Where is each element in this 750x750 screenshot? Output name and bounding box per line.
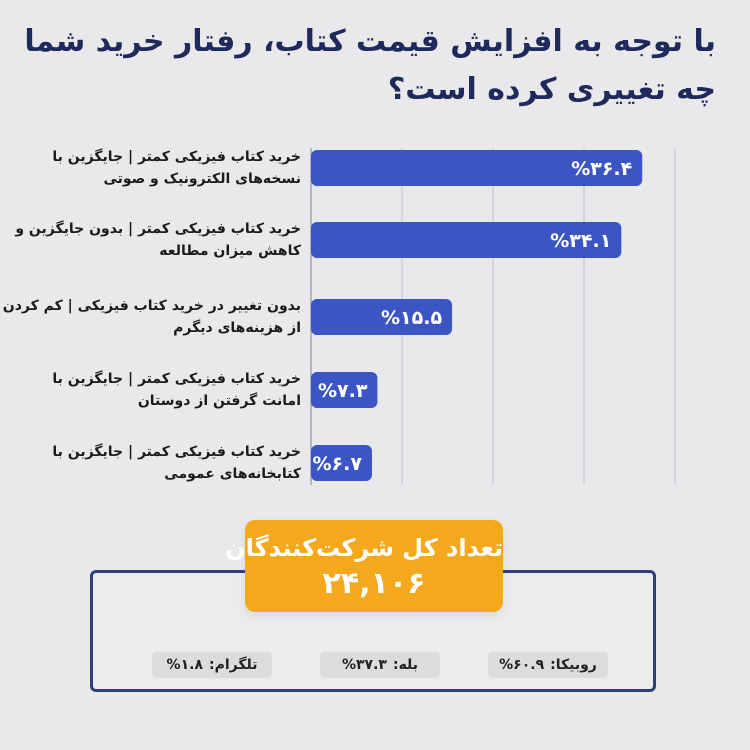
platform-value: %۱.۸ <box>166 657 203 673</box>
platform-name: بله: <box>392 657 419 673</box>
category-label-line: کاهش میزان مطالعه <box>159 243 301 259</box>
bar-value-label: %۶.۷ <box>312 453 362 475</box>
total-participants-value: ۲۴,۱۰۶ <box>322 566 426 601</box>
total-participants-label: تعداد کل شرکت‌کنندگان <box>225 534 503 562</box>
category-label-line: خرید کتاب فیزیکی کمتر | جایگزین با <box>52 371 301 387</box>
platform-pill-bale <box>320 652 440 678</box>
platform-value: %۳۷.۳ <box>341 657 387 673</box>
category-label-line: از هزینه‌های دیگرم <box>173 320 301 336</box>
category-label <box>15 218 301 262</box>
category-label <box>51 441 301 485</box>
category-label-line: کتابخانه‌های عمومی <box>164 466 301 482</box>
title-line-1: با توجه به افزایش قیمت کتاب، رفتار خرید شما <box>24 24 716 59</box>
category-label-line: خرید کتاب فیزیکی کمتر | جایگزین با <box>52 444 301 460</box>
platform-name: روبیکا: <box>550 657 597 673</box>
category-label-line: خرید کتاب فیزیکی کمتر | بدون جایگزین و <box>15 221 301 237</box>
platform-pill-rubika <box>488 652 608 678</box>
bar-value-label: %۳۶.۴ <box>571 158 633 180</box>
category-label-line: امانت گرفتن از دوستان <box>137 393 301 409</box>
category-label-line: بدون تغییر در خرید کتاب فیزیکی | کم کردن <box>2 298 301 314</box>
bar-value-label: %۷.۳ <box>317 380 368 402</box>
total-participants-badge <box>225 520 503 612</box>
category-label <box>2 295 301 339</box>
platform-pill-telegram <box>152 652 272 678</box>
category-label <box>51 368 301 412</box>
platform-value: %۶۰.۹ <box>499 657 545 673</box>
category-label <box>51 146 301 190</box>
category-label-line: نسخه‌های الکترونیک و صوتی <box>103 171 301 187</box>
bar-value-label: %۳۴.۱ <box>550 230 612 252</box>
platform-name: تلگرام: <box>208 657 258 673</box>
title-line-2: چه تغییری کرده است؟ <box>387 72 716 107</box>
bar-value-label: %۱۵.۵ <box>381 307 443 329</box>
category-label-line: خرید کتاب فیزیکی کمتر | جایگزین با <box>52 149 301 165</box>
